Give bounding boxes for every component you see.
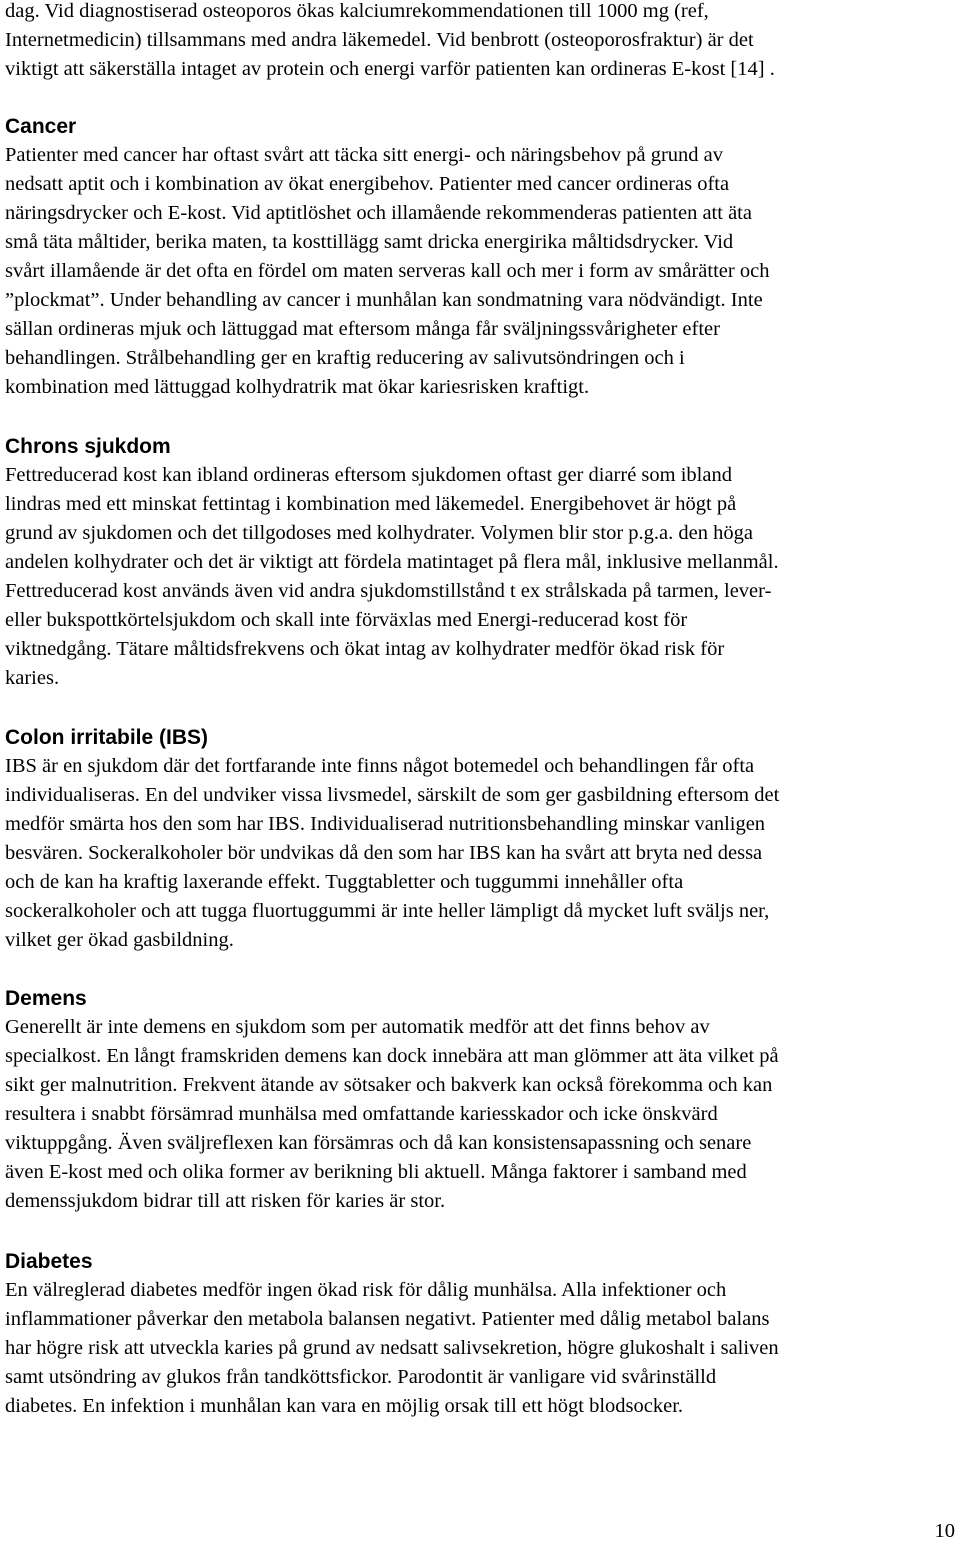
- section-heading-diabetes: Diabetes: [5, 1250, 93, 1273]
- section-paragraph-chrons: Fettreducerad kost kan ibland ordineras eftersom sjukdomen oftast ger diarré som ibland lindras med ett minskat fettintag i kombination med läkemedel. Energibehovet är högt på grund av sjukdomen och det tillgodoses med kolhydrater. Volymen blir stor p.g.a. den höga andelen kolhydrater och det är viktigt att fördela matintaget på flera mål, inklusive mellanmål. Fettreducerad kost används även vid andra sjukdomstillstånd t ex strålskada på tarmen, lever- eller bukspottkörtelsjukdom och skall inte förväxlas med Energi-reducerad kost för viktnedgång. Tätare måltidsfrekvens och ökat intag av kolhydrater medför ökad risk för karies.: [5, 464, 779, 689]
- section-paragraph-diabetes: En välreglerad diabetes medför ingen ökad risk för dålig munhälsa. Alla infektioner och inflammationer påverkar den metabola balansen negativt. Patienter med dålig metabol balans har högre risk att utveckla karies på grund av nedsatt salivsekretion, högre glukoshalt i saliven samt utsöndring av glukos från tandköttsfickor. Parodontit är vanligare vid svårinställd diabetes. En infektion i munhålan kan vara en möjlig orsak till ett högt blodsocker.: [5, 1279, 779, 1417]
- section-diabetes: [5, 1247, 957, 1421]
- section-colon-irritabile: [5, 723, 957, 955]
- section-paragraph-cancer: Patienter med cancer har oftast svårt att täcka sitt energi- och näringsbehov på grund av nedsatt aptit och i kombination av ökat energibehov. Patienter med cancer ordineras ofta näringsdrycker och E-kost. Vid aptitlöshet och illamående rekommenderas patienten att äta små täta måltider, berika maten, ta kosttillägg samt dricka energirika måltidsdrycker. Vid svårt illamående är det ofta en fördel om maten serveras kall och mer i form av smårätter och ”plockmat”. Under behandling av cancer i munhålan kan sondmatning vara nödvändigt. Inte sällan ordineras mjuk och lättuggad mat eftersom många får sväljningssvårigheter efter behandlingen. Strålbehandling ger en kraftig reducering av salivutsöndringen och i kombination med lättuggad kolhydratrik mat ökar kariesrisken kraftigt.: [5, 144, 770, 398]
- section-chrons: [5, 432, 957, 693]
- page-number: 10: [934, 1520, 955, 1542]
- section-demens: [5, 984, 957, 1216]
- intro-section: [5, 0, 957, 84]
- section-heading-colon-irritabile: Colon irritabile (IBS): [5, 726, 209, 749]
- section-paragraph-demens: Generellt är inte demens en sjukdom som per automatik medför att det finns behov av specialkost. En långt framskriden demens kan dock innebära att man glömmer att äta vilket på sikt ger malnutrition. Frekvent ätande av sötsaker och bakverk kan också förekomma och kan resultera i snabbt försämrad munhälsa med omfattande kariesskador och icke önskvärd viktuppgång. Även sväljreflexen kan försämras och då kan konsistensapassning och senare även E-kost med och olika former av berikning bli aktuell. Många faktorer i samband med demenssjukdom bidrar till att risken för karies är stor.: [5, 1016, 779, 1212]
- section-heading-chrons: Chrons sjukdom: [5, 435, 171, 458]
- section-heading-cancer: Cancer: [5, 115, 77, 138]
- section-heading-demens: Demens: [5, 987, 87, 1010]
- section-paragraph-colon-irritabile: IBS är en sjukdom där det fortfarande inte finns något botemedel och behandlingen får ofta individualiseras. En del undviker vissa livsmedel, särskilt de som ger gasbildning eftersom det medför smärta hos den som har IBS. Individualiserad nutritionsbehandling minskar vanligen besvären. Sockeralkoholer bör undvikas då den som har IBS kan ha svårt att bryta ned dessa och de kan ha kraftig laxerande effekt. Tuggtabletter och tuggummi innehåller ofta sockeralkoholer och att tugga fluortuggummi är inte heller lämpligt då mycket luft sväljs ner, vilket ger ökad gasbildning.: [5, 755, 780, 951]
- section-cancer: [5, 112, 957, 402]
- intro-paragraph: dag. Vid diagnostiserad osteoporos ökas kalciumrekommendationen till 1000 mg (ref, Internetmedicin) tillsammans med andra läkemedel. Vid benbrott (osteoporosfraktur) är det viktigt att säkerställa intaget av protein och energi varför patienten kan ordineras E-kost [14] .: [5, 0, 775, 80]
